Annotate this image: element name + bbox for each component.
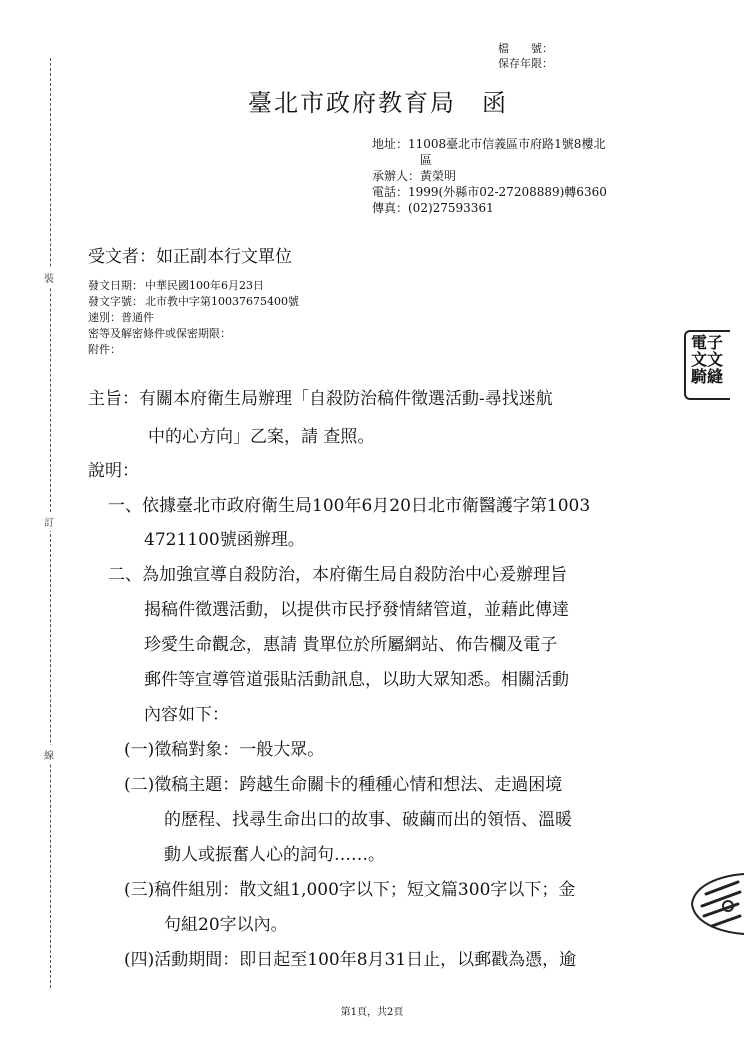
page-number: 第1頁，共2頁 <box>340 1007 404 1018</box>
document-type: 函 <box>482 89 508 117</box>
speed-row: 速別：普通件 <box>88 311 154 324</box>
explanation-line: 珍愛生命觀念，惠請 貴單位於所屬網站、佈告欄及電子 <box>144 635 558 655</box>
contact-block <box>372 136 662 216</box>
agency-name: 臺北市政府教育局 <box>248 89 456 117</box>
explanation-line: 4721100號函辦理。 <box>144 530 305 550</box>
explanation-line: 一、依據臺北市政府衛生局100年6月20日北市衛醫護字第1003 <box>108 496 591 516</box>
explanation-line: (二)徵稿主題：跨越生命關卡的種種心情和想法、走過困境 <box>124 775 563 795</box>
explanation-line: 郵件等宣導管道張貼活動訊息，以助大眾知悉。相關活動 <box>144 670 569 690</box>
address-line: 地址：11008臺北市信義區市府路1號8樓北 <box>372 137 606 151</box>
issue-date-row <box>88 278 299 294</box>
document-title <box>248 83 508 118</box>
issue-number-value: 北市教中字第10037675400號 <box>145 295 299 308</box>
subject-line-2: 中的心方向」乙案，請 查照。 <box>148 427 375 447</box>
binding-mark-bottom: 線 <box>44 745 54 764</box>
explanation-line: 揭稿件徵選活動，以提供市民抒發情緒管道，並藉此傳達 <box>144 600 569 620</box>
explanation-line: 句組20字以內。 <box>164 915 288 935</box>
phone-line: 電話：1999(外縣市02-27208889)轉6360 <box>372 185 607 199</box>
confidential-row: 密等及解密條件或保密期限： <box>88 327 231 340</box>
issue-number-label: 發文字號： <box>88 295 143 308</box>
explanation-line: (四)活動期間：即日起至100年8月31日止，以郵戳為憑，逾 <box>124 950 577 970</box>
attachment-row: 附件： <box>88 343 121 356</box>
e-document-seal <box>684 330 730 400</box>
explanation-line: (一)徵稿對象：一般大眾。 <box>124 740 325 760</box>
recipient-line: 受文者：如正副本行文單位 <box>88 247 292 267</box>
explanation-line: 二、為加強宣導自殺防治，本府衛生局自殺防治中心爰辦理旨 <box>108 565 567 585</box>
issue-number-row <box>88 294 299 310</box>
binding-mark-top: 裝 <box>44 268 54 287</box>
file-number-field: 檔 號： <box>498 42 553 55</box>
explanation-line: 內容如下： <box>144 705 229 725</box>
retention-period-field: 保存年限： <box>498 57 553 70</box>
issue-date-value: 中華民國100年6月23日 <box>145 279 264 292</box>
round-seal-icon <box>688 870 744 938</box>
issue-date-label: 發文日期： <box>88 279 143 292</box>
explanation-line: 動人或振奮人心的詞句……。 <box>164 845 385 865</box>
handler-line: 承辦人：黃榮明 <box>372 169 457 183</box>
seal-text: 電子文文騎縫 <box>691 333 724 386</box>
document-meta <box>88 278 299 358</box>
explanation-line: (三)稿件組別：散文組1,000字以下；短文篇300字以下；金 <box>124 880 576 900</box>
binding-mark-middle: 訂 <box>44 512 54 531</box>
explanation-heading: 說明： <box>88 461 139 481</box>
address-line-cont: 區 <box>420 153 433 167</box>
explanation-line: 的歷程、找尋生命出口的故事、破繭而出的領悟、溫暖 <box>164 810 572 830</box>
fax-line: 傳真：(02)27593361 <box>372 201 494 215</box>
subject-line-1: 主旨：有關本府衛生局辦理「自殺防治稿件徵選活動-尋找迷航 <box>88 389 553 409</box>
